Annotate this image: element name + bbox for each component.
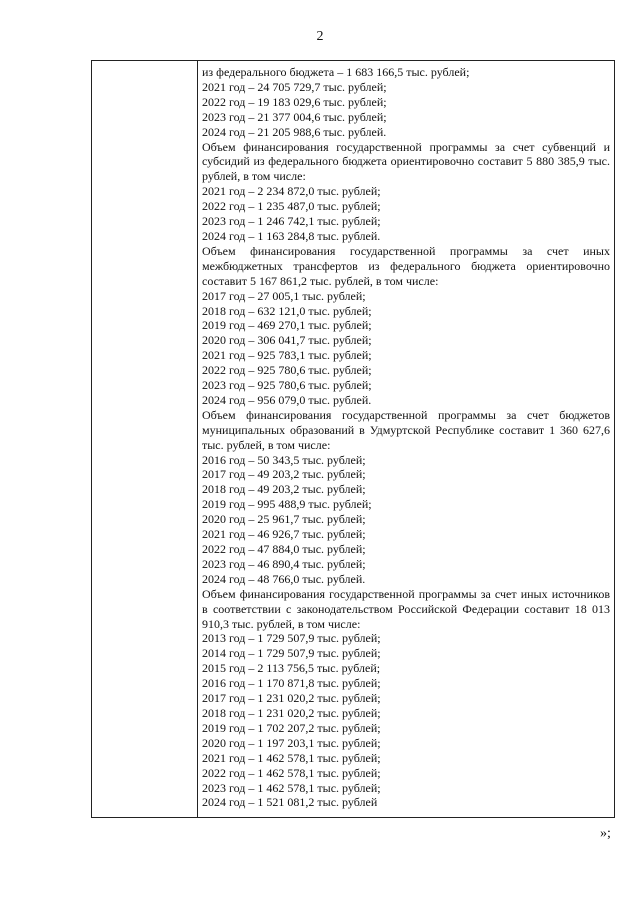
other-sources-year-line: 2015 год – 2 113 756,5 тыс. рублей; [202,661,381,676]
transfers-year-line: 2019 год – 469 270,1 тыс. рублей; [202,318,372,333]
financing-table [91,60,615,818]
municipal-year-line: 2018 год – 49 203,2 тыс. рублей; [202,482,366,497]
other-sources-year-line: 2023 год – 1 462 578,1 тыс. рублей; [202,780,381,795]
municipal-paragraph: Объем финансирования государственной программы за счет бюджетов муниципальных образований в Удмуртской Республике составит 1 360 627,6 тыс. рублей, в том числе: [202,407,610,452]
other-sources-year-line: 2013 год – 1 729 507,9 тыс. рублей; [202,631,381,646]
subventions-year-line: 2024 год – 1 163 284,8 тыс. рублей. [202,228,381,243]
municipal-year-line: 2017 год – 49 203,2 тыс. рублей; [202,467,366,482]
other-sources-year-line: 2016 год – 1 170 871,8 тыс. рублей; [202,676,381,691]
table-left-cell [92,61,198,817]
subventions-paragraph: Объем финансирования государственной программы за счет субвенций и субсидий из федерального бюджета ориентировочно составит 5 880 385,9 тыс. рублей, в том числе: [202,139,610,184]
other-sources-year-line: 2022 год – 1 462 578,1 тыс. рублей; [202,765,381,780]
transfers-year-line: 2017 год – 27 005,1 тыс. рублей; [202,288,366,303]
federal-first-line: из федерального бюджета – 1 683 166,5 тыс. рублей; [202,65,470,79]
federal-year-line: 2021 год – 24 705 729,7 тыс. рублей; [202,79,387,94]
transfers-year-line: 2024 год – 956 079,0 тыс. рублей. [202,392,372,407]
page-number: 2 [316,29,324,44]
table-right-cell [202,65,610,810]
municipal-year-line: 2016 год – 50 343,5 тыс. рублей; [202,452,366,467]
subventions-year-line: 2022 год – 1 235 487,0 тыс. рублей; [202,199,381,214]
subventions-year-line: 2023 год – 1 246 742,1 тыс. рублей; [202,214,381,229]
municipal-year-line: 2021 год – 46 926,7 тыс. рублей; [202,527,366,542]
other-sources-year-line: 2018 год – 1 231 020,2 тыс. рублей; [202,705,381,720]
municipal-year-line: 2024 год – 48 766,0 тыс. рублей. [202,571,366,586]
other-sources-year-line: 2017 год – 1 231 020,2 тыс. рублей; [202,691,381,706]
transfers-year-line: 2018 год – 632 121,0 тыс. рублей; [202,303,372,318]
transfers-year-line: 2021 год – 925 783,1 тыс. рублей; [202,348,372,363]
municipal-year-line: 2020 год – 25 961,7 тыс. рублей; [202,512,366,527]
municipal-year-line: 2022 год – 47 884,0 тыс. рублей; [202,542,366,556]
federal-year-line: 2023 год – 21 377 004,6 тыс. рублей; [202,109,387,124]
municipal-year-line: 2023 год – 46 890,4 тыс. рублей; [202,556,366,571]
other-sources-year-line: 2021 год – 1 462 578,1 тыс. рублей; [202,750,381,765]
other-sources-year-line: 2019 год – 1 702 207,2 тыс. рублей; [202,720,381,735]
other-sources-year-line: 2024 год – 1 521 081,2 тыс. рублей [202,795,378,810]
subventions-year-line: 2021 год – 2 234 872,0 тыс. рублей; [202,184,381,199]
transfers-year-line: 2020 год – 306 041,7 тыс. рублей; [202,333,372,348]
other-sources-paragraph: Объем финансирования государственной программы за счет иных источников в соответствии с законодательством Российской Федерации составит 18 013 910,3 тыс. рублей, в том числе: [202,586,610,631]
transfers-year-line: 2022 год – 925 780,6 тыс. рублей; [202,363,372,378]
other-sources-year-line: 2014 год – 1 729 507,9 тыс. рублей; [202,646,381,661]
transfers-paragraph: Объем финансирования государственной программы за счет иных межбюджетных трансфертов из федерального бюджета ориентировочно составит 5 167 861,2 тыс. рублей, в том числе: [202,243,610,288]
transfers-year-line: 2023 год – 925 780,6 тыс. рублей; [202,378,372,393]
federal-year-line: 2022 год – 19 183 029,6 тыс. рублей; [202,94,387,109]
closing-quote-mark: »; [600,826,611,841]
municipal-year-line: 2019 год – 995 488,9 тыс. рублей; [202,497,372,512]
federal-year-line: 2024 год – 21 205 988,6 тыс. рублей. [202,124,387,139]
other-sources-year-line: 2020 год – 1 197 203,1 тыс. рублей; [202,735,381,750]
